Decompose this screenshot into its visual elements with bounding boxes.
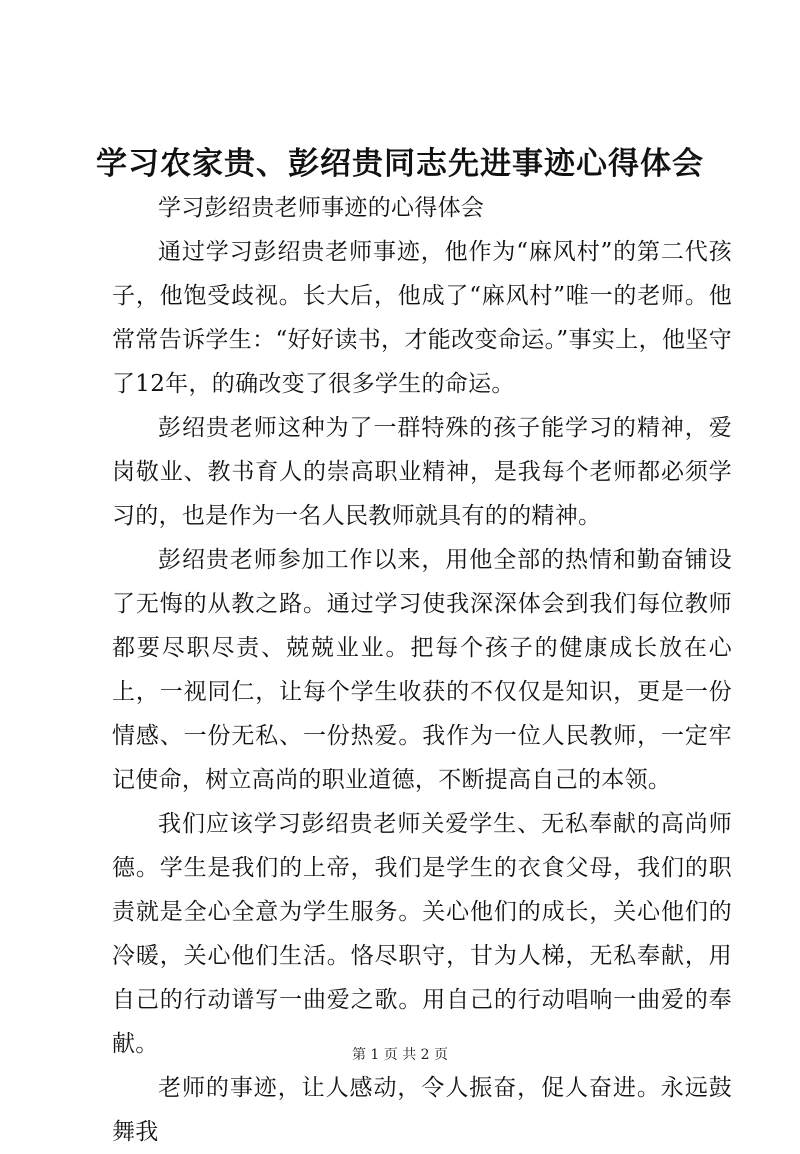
body-paragraph: 老师的事迹，让人感动，令人振奋，促人奋进。永远鼓舞我 [112,1075,732,1145]
document-title: 学习农家贵、彭绍贵同志先进事迹心得体会 [96,146,704,182]
page-footer: 第 1 页 共 2 页 [351,1047,449,1063]
body-paragraph: 彭绍贵老师参加工作以来，用他全部的热情和勤奋铺设了无悔的从教之路。通过学习使我深深体会到我们每位教师都要尽职尽责、兢兢业业。把每个孩子的健康成长放在心上，一视同仁，让每个学生收获的不仅仅是知识，更是一份情感、一份无私、一份热爱。我作为一位人民教师，一定牢记使命，树立高尚的职业道德，不断提高自己的本领。 [112,547,732,793]
body-paragraph: 通过学习彭绍贵老师事迹，他作为“麻风村”的第二代孩子，他饱受歧视。长大后，他成了“麻风村”唯一的老师。他常常告诉学生：“好好读书，才能改变命运。”事实上，他坚守了12年，的确改变了很多学生的命运。 [112,239,732,397]
body-paragraph: 我们应该学习彭绍贵老师关爱学生、无私奉献的高尚师德。学生是我们的上帝，我们是学生的衣食父母，我们的职责就是全心全意为学生服务。关心他们的成长，关心他们的冷暖，关心他们生活。恪尽职守，甘为人梯，无私奉献，用自己的行动谱写一曲爱之歌。用自己的行动唱响一曲爱的奉献。 [112,811,732,1057]
subtitle-paragraph: 学习彭绍贵老师事迹的心得体会 [158,195,485,221]
body-paragraph: 彭绍贵老师这种为了一群特殊的孩子能学习的精神，爱岗敬业、教书育人的崇高职业精神，是我每个老师都必须学习的，也是作为一名人民教师就具有的的精神。 [112,415,732,529]
document-body [112,186,732,1154]
